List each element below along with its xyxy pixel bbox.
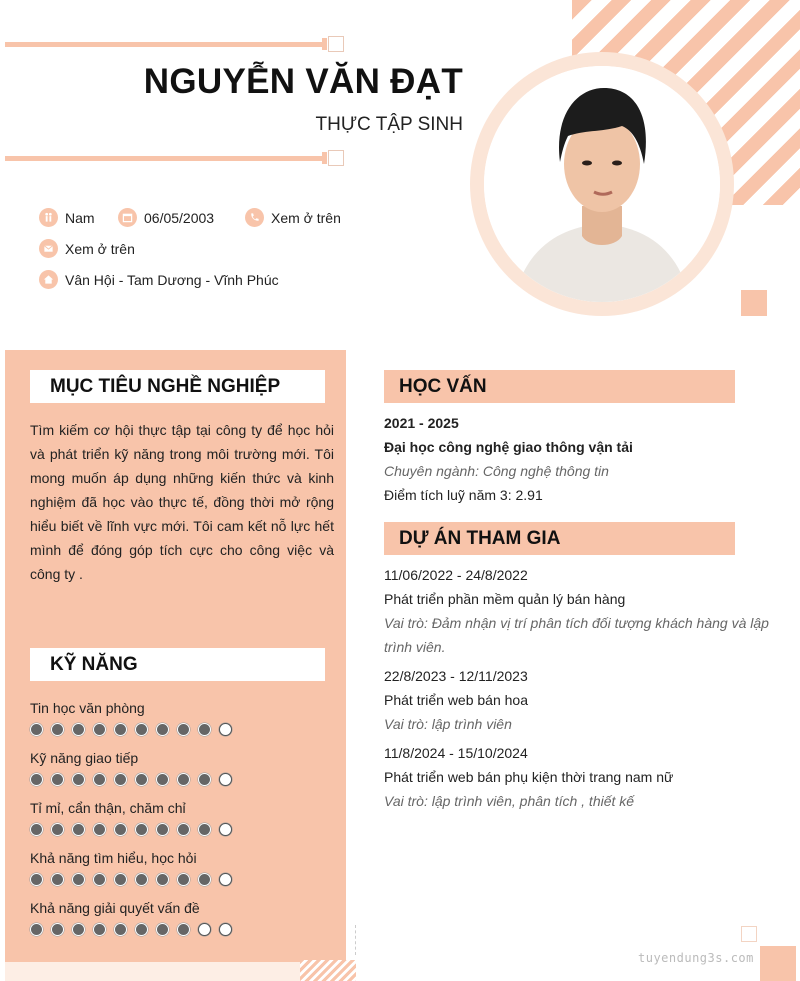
rating-dot-filled	[72, 923, 85, 936]
project-1-name: Phát triển phần mềm quản lý bán hàng	[384, 591, 626, 607]
contact-phone-value: Xem ở trên	[271, 209, 341, 226]
contact-dob	[118, 208, 214, 227]
profile-name: NGUYỄN VĂN ĐẠT	[143, 62, 463, 101]
rating-dot-filled	[156, 723, 169, 736]
rating-dot-filled	[30, 723, 43, 736]
project-3-period: 11/8/2024 - 15/10/2024	[384, 745, 528, 761]
rating-dot-filled	[114, 723, 127, 736]
skills-title: KỸ NĂNG	[30, 648, 325, 681]
skill-rating	[30, 923, 232, 936]
rating-dot-filled	[51, 823, 64, 836]
rating-dot-filled	[93, 773, 106, 786]
contact-address-value: Vân Hội - Tam Dương - Vĩnh Phúc	[65, 271, 279, 288]
header-line-bottom-cap	[322, 152, 327, 164]
rating-dot-empty	[198, 923, 211, 936]
objective-text: Tìm kiếm cơ hội thực tập tại công ty để học hỏi và phát triển kỹ năng trong môi trường mới. Tôi mong muốn áp dụng những kiến thức và kinh nghiệm đã học vào thực tế, đồng thời mở rộng hiểu biết về lĩnh vực mới. Tôi cam kết nỗ lực hết mình để đóng góp tích cực cho công việc và công ty .	[30, 422, 334, 582]
rating-dot-filled	[198, 873, 211, 886]
skill-label: Tin học văn phòng	[30, 700, 145, 716]
skill-label: Kỹ năng giao tiếp	[30, 750, 139, 766]
header-line-bottom	[5, 156, 327, 161]
watermark: tuyendung3s.com	[638, 951, 754, 965]
education-major: Chuyên ngành: Công nghệ thông tin	[384, 463, 609, 479]
rating-dot-filled	[114, 873, 127, 886]
phone-icon	[245, 208, 264, 227]
rating-dot-empty	[219, 873, 232, 886]
rating-dot-filled	[135, 723, 148, 736]
rating-dot-filled	[177, 873, 190, 886]
rating-dot-filled	[30, 873, 43, 886]
contact-phone	[245, 208, 341, 227]
gender-icon	[39, 208, 58, 227]
projects-title: DỰ ÁN THAM GIA	[384, 522, 735, 555]
rating-dot-empty	[219, 923, 232, 936]
header-line-top-cap	[322, 38, 327, 50]
rating-dot-filled	[198, 773, 211, 786]
decor-square	[741, 290, 767, 316]
rating-dot-filled	[30, 773, 43, 786]
avatar	[484, 66, 720, 302]
rating-dot-empty	[219, 773, 232, 786]
rating-dot-filled	[93, 873, 106, 886]
project-2-name: Phát triển web bán hoa	[384, 692, 528, 708]
contact-email-value: Xem ở trên	[65, 240, 135, 257]
rating-dot-filled	[156, 823, 169, 836]
profile-role: THỰC TẬP SINH	[315, 114, 463, 135]
project-2-role: Vai trò: lập trình viên	[384, 716, 512, 732]
rating-dot-filled	[198, 723, 211, 736]
rating-dot-filled	[114, 773, 127, 786]
corner-box	[741, 926, 757, 942]
education-school: Đại học công nghệ giao thông vận tải	[384, 439, 633, 455]
project-2-period: 22/8/2023 - 12/11/2023	[384, 668, 528, 684]
project-3-name: Phát triển web bán phụ kiện thời trang nam nữ	[384, 769, 674, 785]
rating-dot-filled	[135, 823, 148, 836]
rating-dot-filled	[30, 923, 43, 936]
project-3-role: Vai trò: lập trình viên, phân tích , thiết kế	[384, 793, 635, 809]
home-icon	[39, 270, 58, 289]
objective-title: MỤC TIÊU NGHỀ NGHIỆP	[30, 370, 325, 403]
skill-rating	[30, 823, 232, 836]
rating-dot-filled	[135, 873, 148, 886]
decor-dash	[355, 925, 357, 955]
education-period: 2021 - 2025	[384, 415, 459, 431]
rating-dot-filled	[177, 723, 190, 736]
rating-dot-filled	[72, 773, 85, 786]
contact-address	[39, 270, 279, 289]
education-gpa: Điểm tích luỹ năm 3: 2.91	[384, 487, 543, 503]
skill-rating	[30, 873, 232, 886]
contact-dob-value: 06/05/2003	[144, 209, 215, 226]
rating-dot-filled	[93, 823, 106, 836]
contact-gender-value: Nam	[65, 209, 95, 226]
corner-square	[760, 946, 796, 981]
rating-dot-filled	[93, 923, 106, 936]
rating-dot-filled	[114, 923, 127, 936]
rating-dot-filled	[198, 823, 211, 836]
rating-dot-filled	[51, 873, 64, 886]
rating-dot-empty	[219, 823, 232, 836]
project-1-role: Vai trò: Đảm nhận vị trí phân tích đối tượng khách hàng và lập trình viên.	[384, 615, 769, 655]
rating-dot-filled	[51, 923, 64, 936]
contact-gender	[39, 208, 95, 227]
rating-dot-filled	[30, 823, 43, 836]
skill-label: Tỉ mỉ, cẩn thận, chăm chỉ	[30, 800, 186, 816]
skill-label: Khả năng tìm hiểu, học hỏi	[30, 850, 197, 866]
rating-dot-filled	[156, 773, 169, 786]
rating-dot-filled	[177, 823, 190, 836]
contact-email	[39, 239, 135, 258]
education-title: HỌC VẤN	[384, 370, 735, 403]
rating-dot-filled	[72, 873, 85, 886]
rating-dot-filled	[177, 773, 190, 786]
rating-dot-filled	[177, 923, 190, 936]
header-line-top-box	[328, 36, 344, 52]
rating-dot-filled	[93, 723, 106, 736]
skill-rating	[30, 723, 232, 736]
profile-photo	[484, 66, 720, 302]
bottom-strip	[5, 962, 346, 981]
rating-dot-filled	[72, 723, 85, 736]
header-line-top	[5, 42, 327, 47]
rating-dot-empty	[219, 723, 232, 736]
rating-dot-filled	[156, 873, 169, 886]
bottom-stripes	[300, 960, 356, 981]
email-icon	[39, 239, 58, 258]
skill-rating	[30, 773, 232, 786]
rating-dot-filled	[156, 923, 169, 936]
rating-dot-filled	[72, 823, 85, 836]
project-1-period: 11/06/2022 - 24/8/2022	[384, 567, 528, 583]
skill-label: Khả năng giải quyết vấn đề	[30, 900, 200, 916]
calendar-icon	[118, 208, 137, 227]
rating-dot-filled	[135, 923, 148, 936]
rating-dot-filled	[51, 723, 64, 736]
header-line-bottom-box	[328, 150, 344, 166]
rating-dot-filled	[51, 773, 64, 786]
rating-dot-filled	[114, 823, 127, 836]
rating-dot-filled	[135, 773, 148, 786]
